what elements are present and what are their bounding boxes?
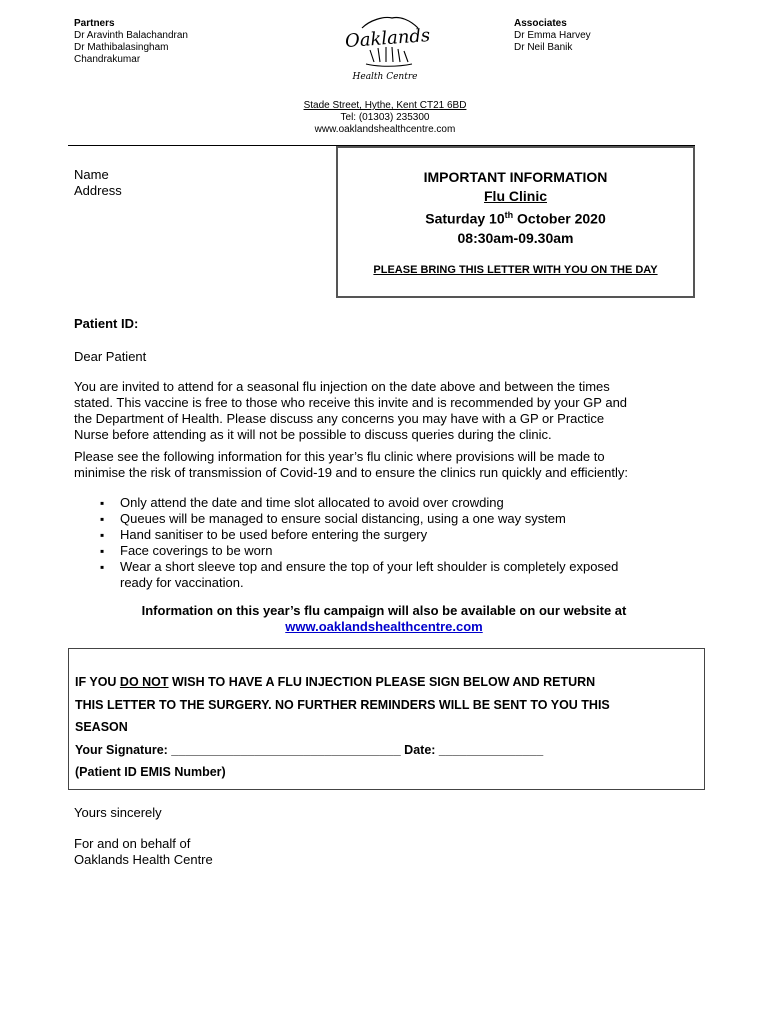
greeting: Dear Patient [74, 349, 147, 364]
info-title: IMPORTANT INFORMATION [423, 169, 608, 185]
recipient-block [74, 167, 122, 199]
campaign-text: Information on this year’s flu campaign will also be available on our website at [141, 603, 627, 618]
partners-block [74, 18, 188, 66]
bring-letter-notice: PLEASE BRING THIS LETTER WITH YOU ON THE DAY [373, 264, 658, 276]
list-item: ▪ Wear a short sleeve top and ensure the top of your left shoulder is completely exposed [97, 559, 618, 575]
partner-name: Chandrakumar [74, 54, 141, 65]
website: www.oaklandshealthcentre.com [314, 124, 456, 135]
invitation-paragraph: You are invited to attend for a seasonal flu injection on the date above and between the times stated. This vaccine is free to those who receive this invite and is recommended by your GP and the Department of Health. Please discuss any concerns you may have with a GP or Practice Nurse before attending as it will not be possible to discuss queries during the clinic. [74, 379, 628, 442]
practice-address [225, 100, 545, 136]
provisions-list [97, 495, 618, 591]
opt-out-line-1: IF YOU DO NOT WISH TO HAVE A FLU INJECTION PLEASE SIGN BELOW AND RETURN [75, 675, 596, 689]
clinic-title: Flu Clinic [484, 188, 547, 204]
clinic-time: 08:30am-09.30am [457, 229, 574, 246]
associate-name: Dr Neil Banik [514, 42, 573, 53]
closing-signoff: For and on behalf of Oaklands Health Centre [74, 836, 213, 867]
covid-info-paragraph: Please see the following information for this year’s flu clinic where provisions will be made to minimise the risk of transmission of Covid-19 and to ensure the clinics run quickly and efficiently: [74, 449, 628, 480]
logo-subtitle: Health Centre [352, 72, 418, 82]
opt-out-box [68, 648, 705, 790]
emis-number-label: (Patient ID EMIS Number) [75, 765, 226, 779]
name-label: Name [74, 167, 109, 182]
clinic-date: Saturday 10th October 2020 [425, 210, 606, 227]
associates-label: Associates [514, 18, 567, 29]
important-info-box [336, 146, 695, 298]
associate-name: Dr Emma Harvey [514, 30, 591, 41]
opt-out-line-3: SEASON [75, 720, 128, 734]
street-address: Stade Street, Hythe, Kent CT21 6BD [303, 100, 467, 111]
logo-wordmark: Oaklands [344, 25, 431, 52]
list-item: ▪ Hand sanitiser to be used before entering the surgery [97, 527, 618, 543]
associates-block [514, 18, 591, 54]
telephone: Tel: (01303) 235300 [340, 112, 430, 123]
partner-name: Dr Mathibalasingham [74, 42, 169, 53]
closing-sincerely: Yours sincerely [74, 805, 162, 820]
signature-field[interactable]: Your Signature: _________________________________ Date: _______________ [75, 742, 544, 757]
practice-logo [340, 14, 436, 86]
list-item-continuation: ready for vaccination. [120, 575, 244, 590]
patient-id-label: Patient ID: [74, 316, 139, 331]
partner-name: Dr Aravinth Balachandran [74, 30, 188, 41]
list-item: ▪ Queues will be managed to ensure social distancing, using a one way system [97, 511, 618, 527]
campaign-info [74, 603, 694, 635]
website-link[interactable]: www.oaklandshealthcentre.com [285, 619, 483, 634]
address-label: Address [74, 183, 122, 198]
list-item: ▪ Only attend the date and time slot allocated to avoid over crowding [97, 495, 618, 511]
list-item: ▪ Face coverings to be worn [97, 543, 618, 559]
partners-label: Partners [74, 18, 115, 29]
opt-out-line-2: THIS LETTER TO THE SURGERY. NO FURTHER REMINDERS WILL BE SENT TO YOU THIS [75, 697, 610, 712]
